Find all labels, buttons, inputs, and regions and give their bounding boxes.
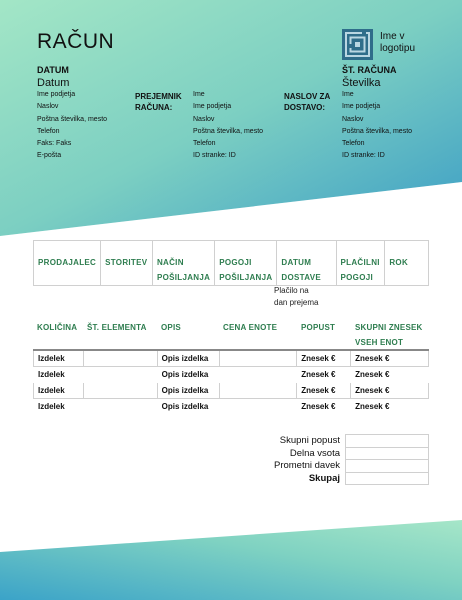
ship-to-address-line: Naslov [342, 115, 364, 123]
details-table [33, 240, 429, 286]
header-text: DOSTAVE [281, 273, 322, 282]
col-salesperson[interactable] [34, 241, 101, 286]
sender-postal-city: Poštna številka, mesto [37, 115, 108, 123]
ship-to-company: Ime podjetja [342, 103, 381, 111]
total-value[interactable] [346, 472, 429, 485]
header-text: PLAČILNI [340, 258, 380, 267]
header-text: NAČIN [156, 258, 184, 267]
header-text: DATUM [281, 258, 312, 267]
col-shipping-method[interactable] [152, 241, 214, 286]
date-value: Datum [37, 77, 70, 89]
header-text: PRODAJALEC [38, 258, 97, 267]
header-text: VSEH ENOT [355, 338, 404, 347]
header-text: SKUPNI ZNESEK [355, 323, 423, 332]
bill-to-company: Ime podjetja [193, 103, 232, 111]
col-due-date[interactable] [385, 241, 429, 286]
table-row [34, 382, 429, 398]
maze-logo-icon [342, 29, 373, 60]
subtotal-value[interactable] [346, 447, 429, 460]
details-header-row [34, 241, 429, 286]
header-text: OPIS [161, 323, 181, 332]
description-cell[interactable]: Opis izdelka [157, 382, 219, 398]
line-total-cell[interactable]: Znesek € [351, 382, 429, 398]
sales-tax-value[interactable] [346, 460, 429, 473]
unit-price-cell[interactable] [219, 382, 297, 398]
sender-phone: Telefon [37, 127, 60, 135]
qty-cell[interactable]: Izdelek [34, 350, 84, 366]
bill-to-postal-city: Poštna številka, mesto [193, 127, 264, 135]
col-job[interactable] [101, 241, 153, 286]
item-number-cell[interactable] [83, 350, 157, 366]
sender-address-line: Naslov [37, 103, 59, 111]
header-text: POŠILJANJA [156, 273, 211, 282]
header-text: CENA ENOTE [223, 323, 278, 332]
qty-cell[interactable]: Izdelek [38, 401, 65, 411]
table-row [34, 350, 429, 366]
sales-tax-label: Prometni davek [273, 460, 340, 471]
header-text: KOLIČINA [37, 323, 78, 332]
table-row [34, 398, 429, 414]
unit-price-cell[interactable] [219, 366, 297, 382]
bill-to-customer-id: ID stranke: ID [193, 152, 236, 160]
bill-to-label-line-2: RAČUNA: [135, 103, 173, 112]
qty-cell[interactable]: Izdelek [38, 369, 65, 379]
invoice-number-value: Številka [342, 77, 381, 89]
discount-cell[interactable]: Znesek € [301, 369, 336, 379]
table-row [34, 366, 429, 382]
col-unit-price [219, 320, 297, 350]
table-row [346, 460, 429, 473]
sender-company: Ime podjetja [37, 91, 76, 98]
ship-to-label-line-1: NASLOV ZA [284, 92, 331, 101]
logo-name: Ime v logotipu [380, 31, 416, 54]
description-cell[interactable]: Opis izdelka [161, 369, 209, 379]
col-line-total [351, 320, 429, 350]
line-total-cell[interactable]: Znesek € [351, 350, 429, 366]
unit-price-cell[interactable] [219, 398, 297, 414]
total-discount-value[interactable] [346, 435, 429, 448]
bill-to-name: Ime [193, 91, 205, 98]
ship-to-customer-id: ID stranke: ID [342, 152, 385, 160]
total-discount-label: Skupni popust [279, 435, 340, 446]
item-number-cell[interactable] [83, 382, 157, 398]
col-payment-terms[interactable] [336, 241, 385, 286]
header-text: POGOJI [340, 273, 373, 282]
date-label: DATUM [37, 65, 69, 75]
payment-terms-line: dan prejema [274, 298, 319, 307]
col-description [157, 320, 219, 350]
col-quantity [33, 320, 83, 350]
line-total-cell[interactable]: Znesek € [355, 401, 390, 411]
header-text: POPUST [301, 323, 336, 332]
totals-table [345, 434, 429, 485]
col-discount [297, 320, 351, 350]
totals-labels [200, 435, 340, 485]
items-table-header [33, 320, 429, 350]
table-row [346, 472, 429, 485]
sender-fax: Faks: Faks [37, 140, 72, 148]
col-delivery-date[interactable] [277, 241, 336, 286]
line-total-cell[interactable]: Znesek € [355, 369, 390, 379]
ship-to-label [284, 91, 330, 113]
header-text: ROK [389, 258, 409, 267]
header-text: ŠT. ELEMENTA [87, 323, 147, 332]
discount-cell[interactable]: Znesek € [297, 382, 351, 398]
bill-to-label [135, 91, 182, 113]
items-header-row [33, 320, 429, 350]
qty-cell[interactable]: Izdelek [34, 382, 84, 398]
unit-price-cell[interactable] [219, 350, 297, 366]
bill-to-label-line-1: PREJEMNIK [135, 92, 182, 101]
sender-email: E-pošta [37, 152, 62, 160]
subtotal-label: Delna vsota [289, 447, 340, 459]
bill-to-address [193, 89, 263, 163]
header-text: POGOJI [219, 258, 252, 267]
ship-to-label-line-2: DOSTAVO: [284, 103, 326, 112]
logo-image [342, 29, 373, 60]
item-number-cell[interactable] [83, 398, 157, 414]
item-number-cell[interactable] [83, 366, 157, 382]
header-text: STORITEV [105, 258, 148, 267]
table-row [346, 435, 429, 448]
sender-address [37, 89, 107, 163]
table-row [346, 447, 429, 460]
discount-cell[interactable]: Znesek € [301, 401, 336, 411]
bill-to-address-line: Naslov [193, 115, 215, 123]
ship-to-phone: Telefon [342, 140, 365, 148]
invoice-title: RAČUN [37, 30, 115, 53]
discount-cell[interactable]: Znesek € [297, 350, 351, 366]
description-cell[interactable]: Opis izdelka [161, 401, 209, 411]
ship-to-address [342, 89, 412, 163]
ship-to-name: Ime [342, 91, 354, 98]
footer-gradient-background [0, 520, 462, 600]
bill-to-phone: Telefon [193, 140, 216, 148]
payment-terms-line: Plačilo na [274, 286, 309, 295]
description-cell[interactable]: Opis izdelka [157, 350, 219, 366]
ship-to-postal-city: Poštna številka, mesto [342, 127, 413, 135]
header-text: POŠILJANJA [219, 273, 273, 282]
payment-terms-value[interactable] [274, 285, 318, 309]
col-item-number [83, 320, 157, 350]
invoice-number-label: ŠT. RAČUNA [342, 65, 397, 75]
total-label: Skupaj [308, 472, 340, 484]
items-table [33, 349, 429, 415]
col-shipping-terms[interactable] [215, 241, 277, 286]
